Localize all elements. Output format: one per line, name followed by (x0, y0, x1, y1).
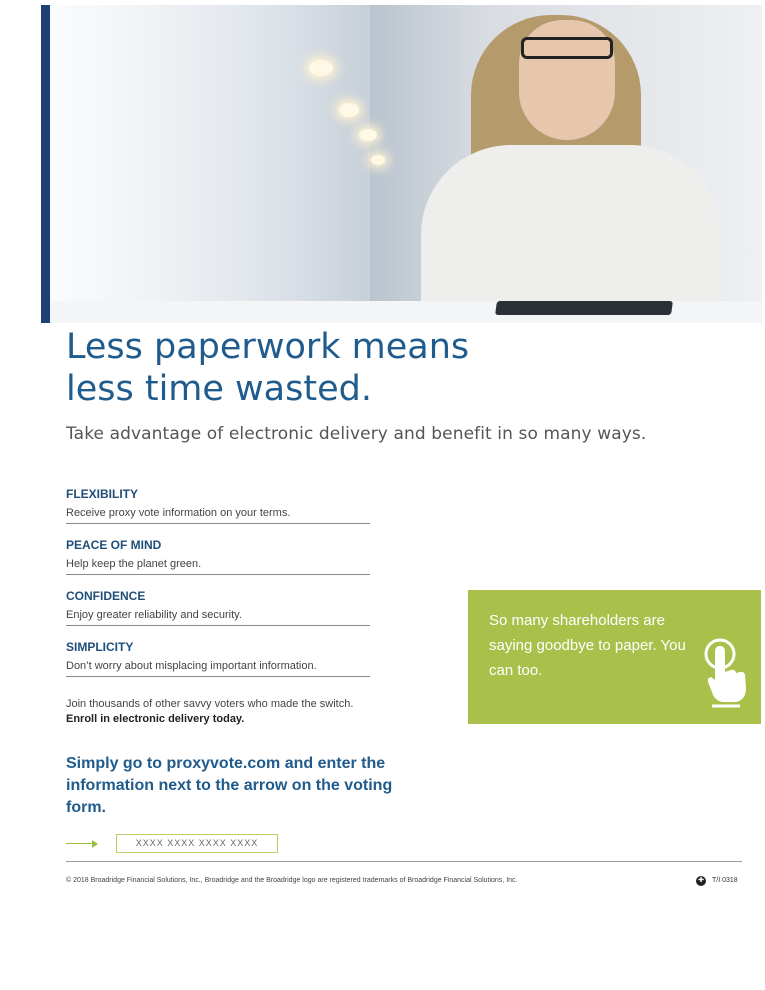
headline-line-1: Less paperwork means (66, 327, 470, 367)
benefit-peace-of-mind (66, 538, 370, 575)
benefit-title: PEACE OF MIND (66, 538, 162, 552)
benefit-title: CONFIDENCE (66, 589, 146, 603)
hero-photo (41, 5, 762, 323)
join-line: Join thousands of other savvy voters who made the switch. (66, 698, 354, 710)
benefit-confidence (66, 589, 370, 626)
benefit-text: Don’t worry about misplacing important information. (66, 660, 317, 672)
page-headline (66, 326, 526, 410)
control-number-box: XXXX XXXX XXXX XXXX (116, 834, 278, 853)
benefit-text: Enjoy greater reliability and security. (66, 609, 242, 621)
arrow-icon (66, 843, 92, 844)
footer-code: T/I 0318 (712, 877, 738, 884)
join-paragraph (66, 697, 396, 727)
benefit-text: Help keep the planet green. (66, 558, 202, 570)
arrow-head-icon (92, 840, 98, 848)
person-glasses (521, 37, 613, 59)
benefit-simplicity (66, 640, 370, 677)
benefit-title: SIMPLICITY (66, 640, 134, 654)
footer-legal-text: © 2018 Broadridge Financial Solutions, Inc., Broadridge and the Broadridge logo are registered trademarks of Broadridge Financial Solutions, Inc. (66, 877, 518, 884)
page-subheading: Take advantage of electronic delivery and benefit in so many ways. (66, 424, 647, 444)
person-sweater (421, 145, 721, 315)
ceiling-light (339, 103, 359, 117)
hand-tap-icon (704, 636, 750, 710)
hero-accent-bar (41, 5, 50, 323)
benefit-title: FLEXIBILITY (66, 487, 138, 501)
callout-box (468, 590, 761, 724)
ceiling-light (359, 129, 377, 141)
callout-text: So many shareholders are saying goodbye to paper. You can too. (489, 612, 686, 679)
recycle-icon: ✚ (696, 876, 706, 886)
footer-divider (66, 861, 742, 862)
ceiling-light (309, 60, 333, 76)
benefit-text: Receive proxy vote information on your terms. (66, 507, 291, 519)
enroll-line: Enroll in electronic delivery today. (66, 713, 245, 725)
proxyvote-instructions: Simply go to proxyvote.com and enter the information next to the arrow on the voting form. (66, 755, 393, 816)
ceiling-light (371, 155, 385, 165)
benefit-flexibility (66, 487, 370, 524)
hero-window-haze (50, 5, 370, 323)
tablet-device (495, 301, 673, 315)
headline-line-2: less time wasted. (66, 369, 372, 409)
